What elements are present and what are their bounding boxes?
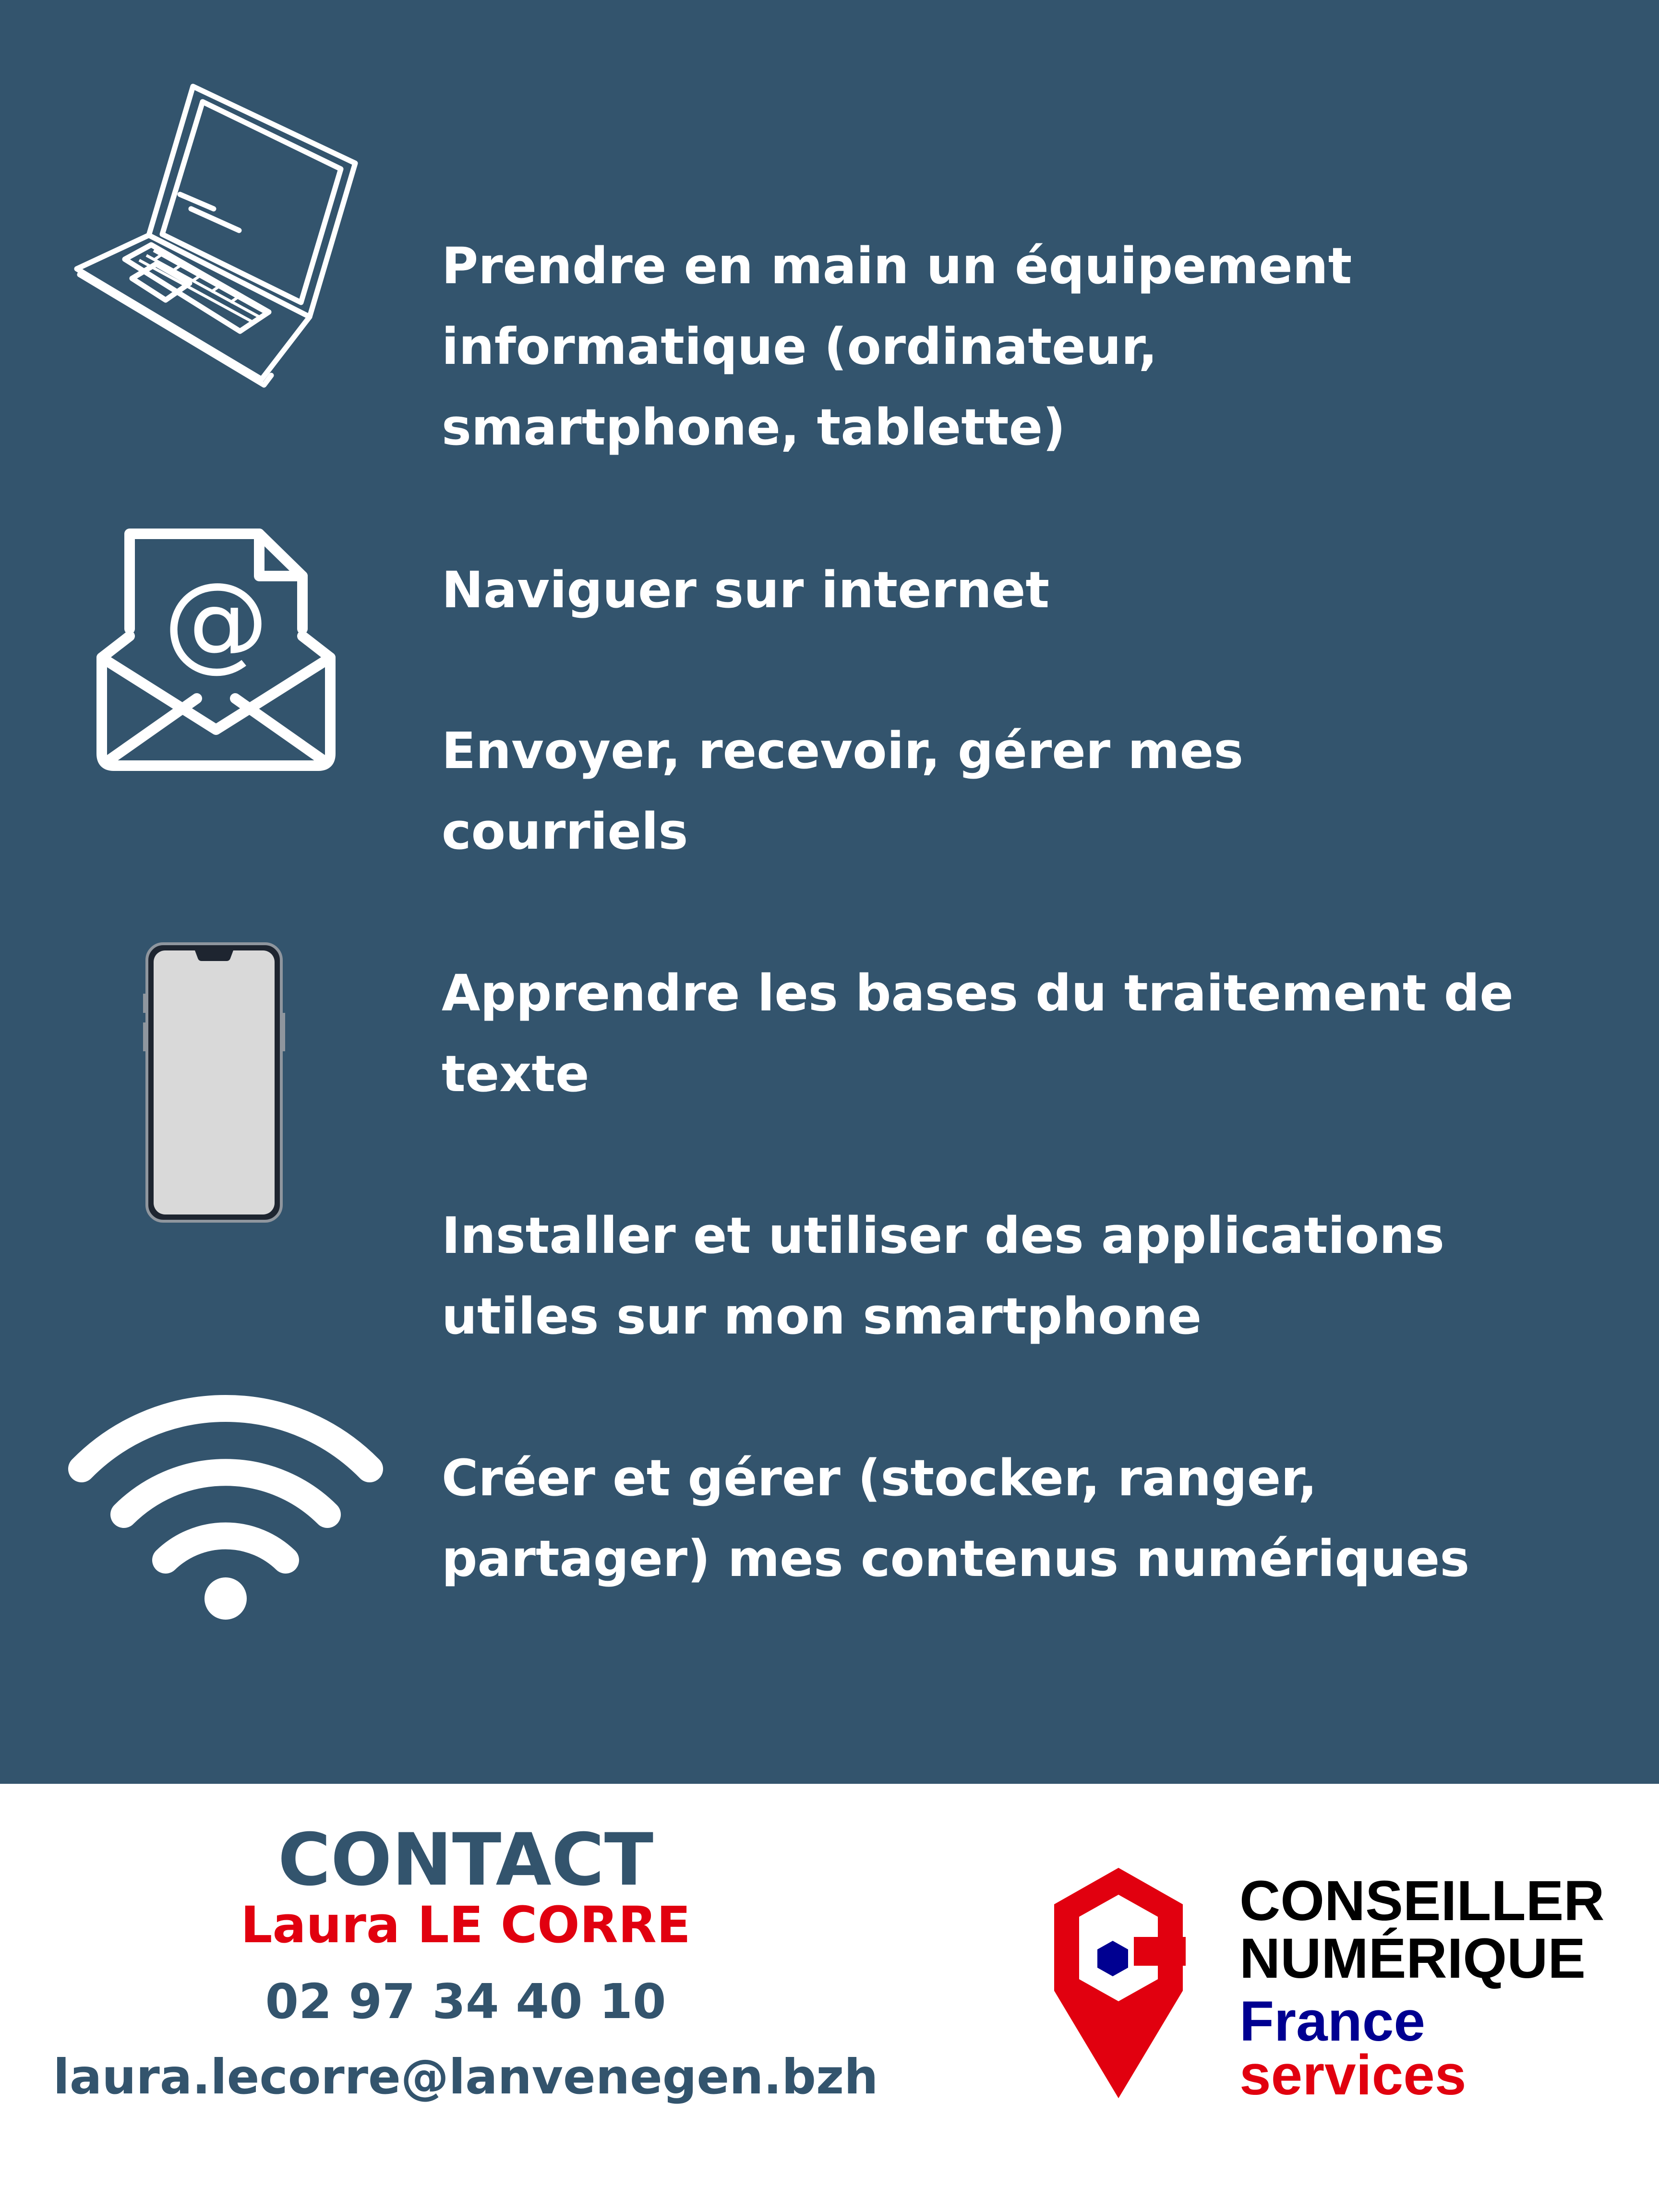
brand-line-france: France bbox=[1239, 1990, 1425, 2053]
item-line: Naviguer sur internet bbox=[442, 561, 1050, 619]
envelope-at-icon bbox=[96, 528, 336, 773]
brand-line-conseiller: CONSEILLER bbox=[1239, 1869, 1605, 1933]
contact-title: CONTACT bbox=[277, 1818, 654, 1902]
item-line: utiles sur mon smartphone bbox=[442, 1287, 1202, 1346]
brand-line-numerique: NUMÉRIQUE bbox=[1239, 1927, 1586, 1990]
item-line: courriels bbox=[442, 802, 688, 861]
item-line: informatique (ordinateur, bbox=[442, 317, 1158, 376]
item-applications bbox=[442, 1195, 1613, 1357]
item-equipment bbox=[442, 226, 1613, 468]
item-line: partager) mes contenus numériques bbox=[442, 1529, 1470, 1588]
item-line: smartphone, tablette) bbox=[442, 398, 1066, 457]
item-line: Apprendre les bases du traitement de bbox=[442, 964, 1514, 1022]
laptop-icon bbox=[67, 82, 365, 389]
location-pin-logo-icon bbox=[1051, 1865, 1186, 2100]
smartphone-icon bbox=[142, 941, 286, 1224]
item-line: texte bbox=[442, 1045, 589, 1103]
item-line: Prendre en main un équipement bbox=[442, 237, 1352, 295]
item-digital-content bbox=[442, 1438, 1613, 1599]
svg-text:@: @ bbox=[163, 560, 269, 683]
brand-line-services: services bbox=[1239, 2044, 1467, 2107]
item-line: Créer et gérer (stocker, ranger, bbox=[442, 1449, 1317, 1507]
contact-phone[interactable]: 02 97 34 40 10 bbox=[265, 1973, 666, 2030]
item-line: Envoyer, recevoir, gérer mes bbox=[442, 721, 1244, 780]
item-word-processing bbox=[442, 953, 1613, 1114]
wifi-icon bbox=[67, 1387, 384, 1627]
item-internet bbox=[442, 550, 1613, 630]
contact-name: Laura LE CORRE bbox=[240, 1896, 691, 1954]
contact-email[interactable]: laura.lecorre@lanvenegen.bzh bbox=[53, 2049, 878, 2105]
item-line: Installer et utiliser des applications bbox=[442, 1206, 1444, 1265]
item-emails bbox=[442, 710, 1613, 872]
